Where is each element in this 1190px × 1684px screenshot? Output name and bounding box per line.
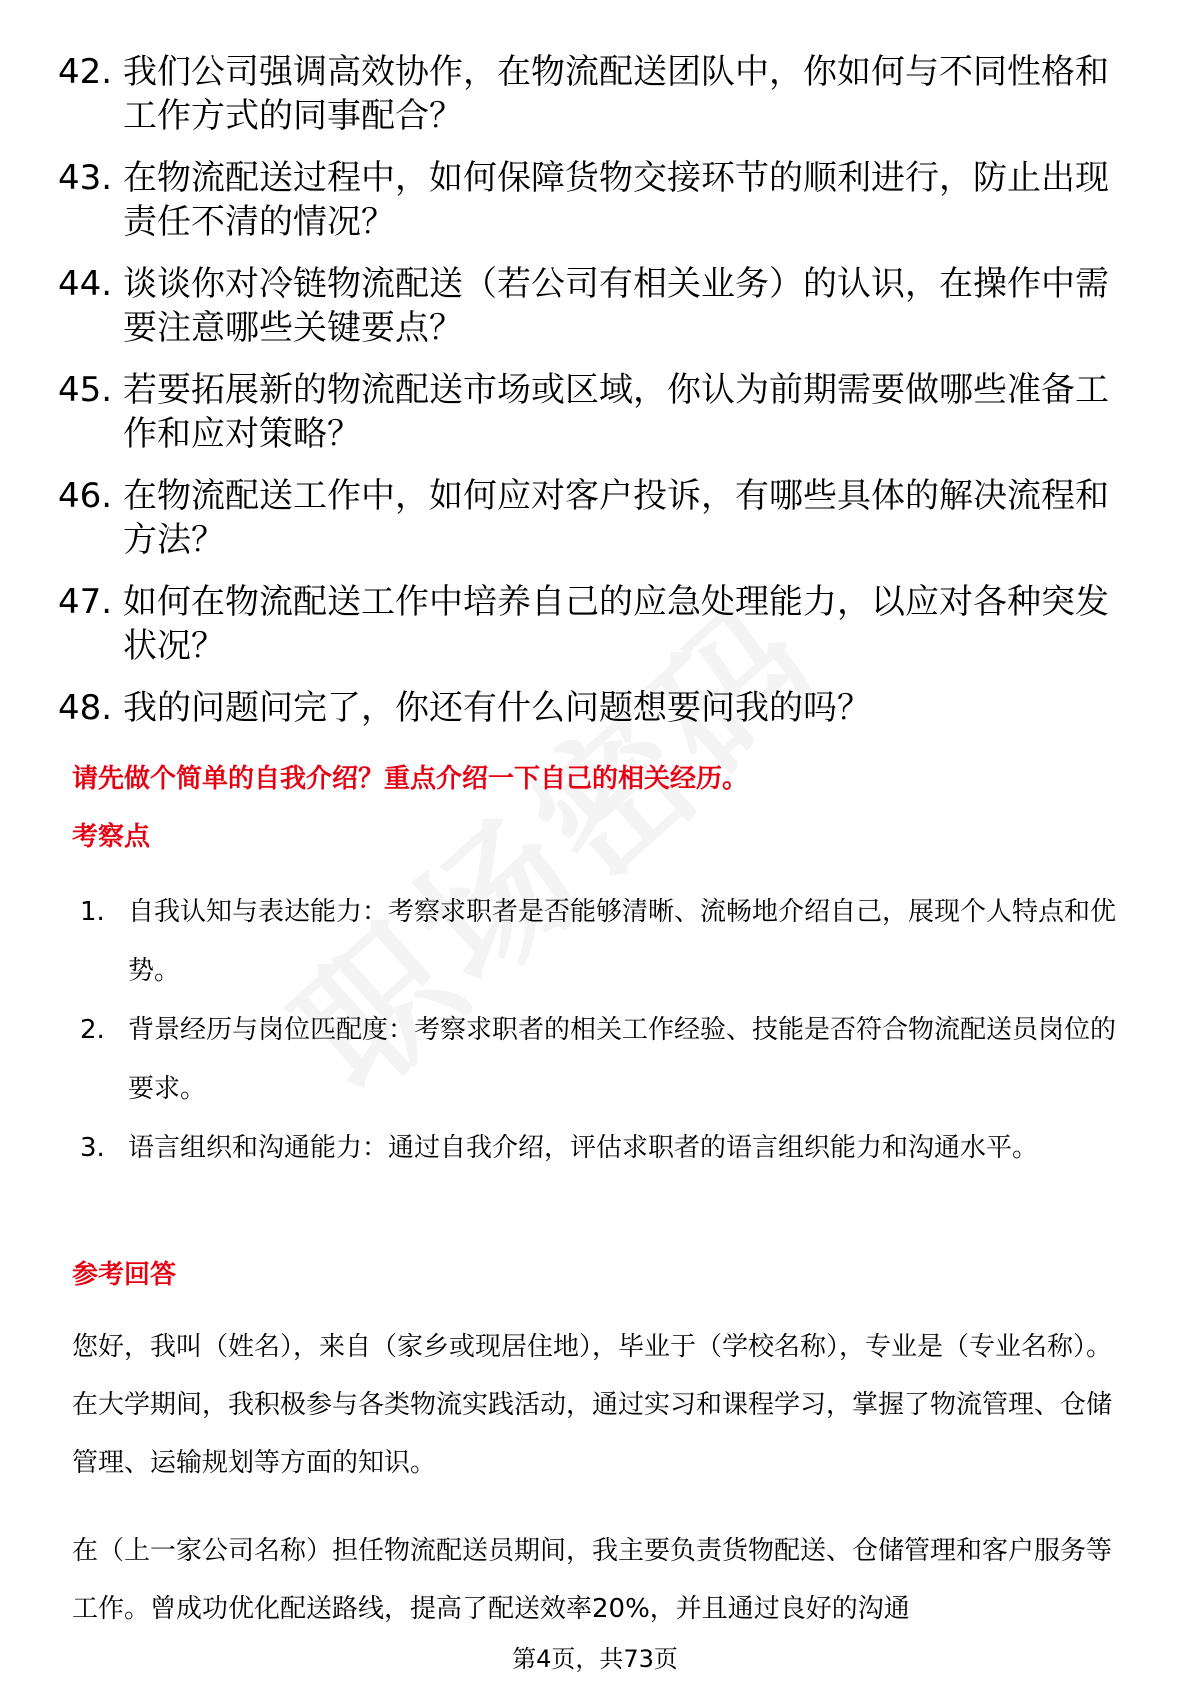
points-heading: 考察点 xyxy=(72,822,151,852)
question-number: 48. xyxy=(58,688,113,728)
question-item xyxy=(58,474,1128,562)
question-number: 45. xyxy=(58,370,113,410)
answer-paragraph: 在（上一家公司名称）担任物流配送员期间，我主要负责货物配送、仓储管理和客户服务等工作。曾成功优化配送路线，提高了配送效率20%，并且通过良好的沟通 xyxy=(72,1536,1113,1624)
question-text: 在物流配送工作中，如何应对客户投诉，有哪些具体的解决流程和方法？ xyxy=(123,476,1109,560)
question-number: 44. xyxy=(58,264,113,304)
points-list xyxy=(80,883,1130,1178)
answer-heading: 参考回答 xyxy=(72,1260,177,1290)
question-number: 42. xyxy=(58,52,113,92)
question-text: 我们公司强调高效协作，在物流配送团队中，你如何与不同性格和工作方式的同事配合？ xyxy=(123,52,1109,136)
point-number: 2. xyxy=(80,1015,105,1045)
question-number: 46. xyxy=(58,476,113,516)
question-item xyxy=(58,686,1128,730)
question-list xyxy=(58,50,1128,748)
question-text: 如何在物流配送工作中培养自己的应急处理能力，以应对各种突发状况？ xyxy=(123,582,1109,666)
point-text: 自我认知与表达能力：考察求职者是否能够清晰、流畅地介绍自己，展现个人特点和优势。 xyxy=(128,897,1117,986)
page-footer: 第4页，共73页 xyxy=(512,1645,678,1673)
question-item xyxy=(58,262,1128,350)
answer-paragraph: 您好，我叫（姓名），来自（家乡或现居住地），毕业于（学校名称），专业是（专业名称）。在大学期间，我积极参与各类物流实践活动，通过实习和课程学习，掌握了物流管理、仓储管理、运输规划等方面的知识。 xyxy=(72,1332,1113,1478)
question-text: 谈谈你对冷链物流配送（若公司有相关业务）的认识，在操作中需要注意哪些关键要点？ xyxy=(123,264,1109,348)
question-item xyxy=(58,580,1128,668)
point-number: 3. xyxy=(80,1133,105,1163)
point-item xyxy=(80,1119,1130,1178)
question-item xyxy=(58,156,1128,244)
section-question: 请先做个简单的自我介绍？重点介绍一下自己的相关经历。 xyxy=(72,764,749,794)
question-item xyxy=(58,368,1128,456)
point-text: 背景经历与岗位匹配度：考察求职者的相关工作经验、技能是否符合物流配送员岗位的要求。 xyxy=(128,1015,1117,1104)
question-item xyxy=(58,50,1128,138)
question-number: 47. xyxy=(58,582,113,622)
question-text: 在物流配送过程中，如何保障货物交接环节的顺利进行，防止出现责任不清的情况？ xyxy=(123,158,1109,242)
point-number: 1. xyxy=(80,897,105,927)
question-number: 43. xyxy=(58,158,113,198)
point-item xyxy=(80,1001,1130,1119)
point-text: 语言组织和沟通能力：通过自我介绍，评估求职者的语言组织能力和沟通水平。 xyxy=(128,1133,1039,1163)
point-item xyxy=(80,883,1130,1001)
question-text: 若要拓展新的物流配送市场或区域，你认为前期需要做哪些准备工作和应对策略？ xyxy=(123,370,1109,454)
question-text: 我的问题问完了，你还有什么问题想要问我的吗？ xyxy=(123,688,871,728)
